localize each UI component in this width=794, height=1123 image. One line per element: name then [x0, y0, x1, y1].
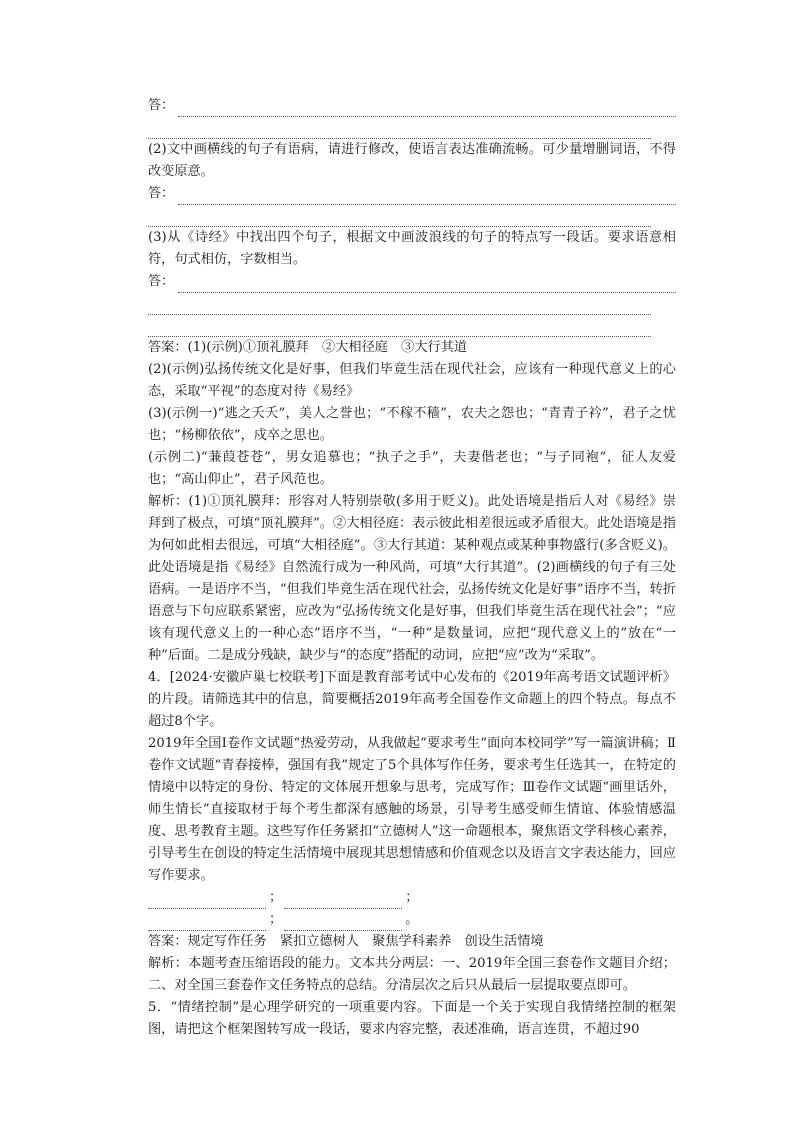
fill-blank-row-2	[148, 909, 676, 931]
question-5-stem: 5．“情绪控制”是心理学研究的一项重要内容。下面是一个关于实现自我情绪控制的框架图，请把这个框架图转写成一段话，要求内容完整，表述准确，语言连贯，不超过90	[148, 1000, 676, 1037]
answer-blank-row[interactable]	[148, 205, 676, 227]
answer-line-2	[148, 183, 676, 205]
document-page	[148, 95, 676, 1041]
answer-text-2: (2)(示例)弘扬传统文化是好事，但我们毕竟生活在现代社会，应该有一种现代意义上的心态，采取“平视”的态度对待《易经》	[148, 362, 676, 399]
fill-blank[interactable]	[148, 896, 266, 909]
answer-blank[interactable]	[178, 192, 676, 205]
question-4-stem: 4．[2024·安徽庐巢七校联考]下面是教育部考试中心发布的《2019年高考语文试题评析》的片段。请筛选其中的信息，简要概括2019年高考全国卷作文命题上的四个特点。每点不超过8个字。	[148, 670, 676, 729]
fill-blank-row-1	[148, 887, 676, 909]
answer-blank-row[interactable]	[148, 293, 676, 315]
blank-separator: ；	[405, 890, 419, 905]
fill-blank[interactable]	[284, 918, 402, 931]
answer-blank-row[interactable]	[148, 117, 676, 139]
question-4-passage: 2019年全国Ⅰ卷作文试题“热爱劳动，从我做起”要求考生“面向本校同学”写一篇演讲稿；Ⅱ卷作文试题“青春接棒，强国有我”规定了5个具体写作任务，要求考生任选其一，在特定的情境中以特定的身份、特定的文体展开想象与思考，完成写作；Ⅲ卷作文试题“画里话外，师生情长”直接取材于每个考生都深有感触的场景，引导考生感受师生情谊、体验情感温度、思考教育主题。这些写作任务紧扣“立德树人”这一命题根本，聚焦语文学科核心素养，引导考生在创设的特定生活情境中展现其思想情感和价值观念以及语言文字表达能力，回应写作要求。	[148, 736, 676, 883]
answer-label: 答：	[148, 98, 175, 113]
blank-separator: ；	[269, 912, 283, 927]
analysis-text: 解析：(1)①顶礼膜拜：形容对人特别崇敬(多用于贬义)。此处语境是指后人对《易经》崇拜到了极点，可填“顶礼膜拜”。②大相径庭：表示彼此相差很远或矛盾很大。此处语境是指为何如此相去很远，可填“大相径庭”。③大行其道：某种观点或某种事物盛行(多含贬义)。此处语境是指《易经》自然流行成为一种风尚，可填“大行其道”。(2)画横线的句子有三处语病。一是语序不当，“但我们毕竟生活在现代社会，弘扬传统文化是好事”语序不当，转折语意与下句应联系紧密，应改为“弘扬传统文化是好事，但我们毕竟生活在现代社会”；“应该有现代意义上的一种心态”语序不当，“一种”是数量词，应把“现代意义上的”放在“一种”后面。二是成分残缺，缺少与“的态度”搭配的动词，应把“应”改为“采取”。	[148, 494, 676, 663]
answer-line-3	[148, 271, 676, 293]
question-4-analysis: 解析：本题考查压缩语段的能力。文本共分两层：一、2019年全国三套卷作文题目介绍；二、对全国三套卷作文任务特点的总结。分清层次之后只从最后一层提取要点即可。	[148, 956, 676, 993]
answer-blank-row[interactable]	[148, 315, 676, 337]
answer-label: 答：	[148, 186, 175, 201]
fill-blank[interactable]	[284, 896, 402, 909]
answer-blank[interactable]	[178, 104, 676, 117]
answer-line-1	[148, 95, 676, 117]
answer-label: 答：	[148, 274, 175, 289]
question-item-3: (3)从《诗经》中找出四个句子，根据文中画波浪线的句子的特点写一段话。要求语意相符，句式相仿，字数相当。	[148, 230, 676, 267]
question-4-answer: 答案：规定写作任务 紧扣立德树人 聚焦学科素养 创设生活情境	[148, 934, 544, 949]
blank-end: 。	[405, 912, 419, 927]
answer-text-3: (3)(示例一)“逃之夭夭”，美人之誉也；“不稼不穑”，农夫之怨也；“青青子衿”，君子之忧也；“杨柳依依”，戍卒之思也。	[148, 406, 676, 443]
blank-separator: ；	[269, 890, 283, 905]
question-item-2: (2)文中画横线的句子有语病，请进行修改，使语言表达准确流畅。可少量增删词语，不得改变原意。	[148, 142, 676, 179]
answer-blank[interactable]	[178, 280, 676, 293]
answer-text-1: 答案：(1)(示例)①顶礼膜拜 ②大相径庭 ③大行其道	[148, 340, 468, 355]
answer-text-4: (示例二)“蒹葭苍苍”，男女追慕也；“执子之手”，夫妻偕老也；“与子同袍”，征人友爱也；“高山仰止”，君子风范也。	[148, 450, 676, 487]
fill-blank[interactable]	[148, 918, 266, 931]
